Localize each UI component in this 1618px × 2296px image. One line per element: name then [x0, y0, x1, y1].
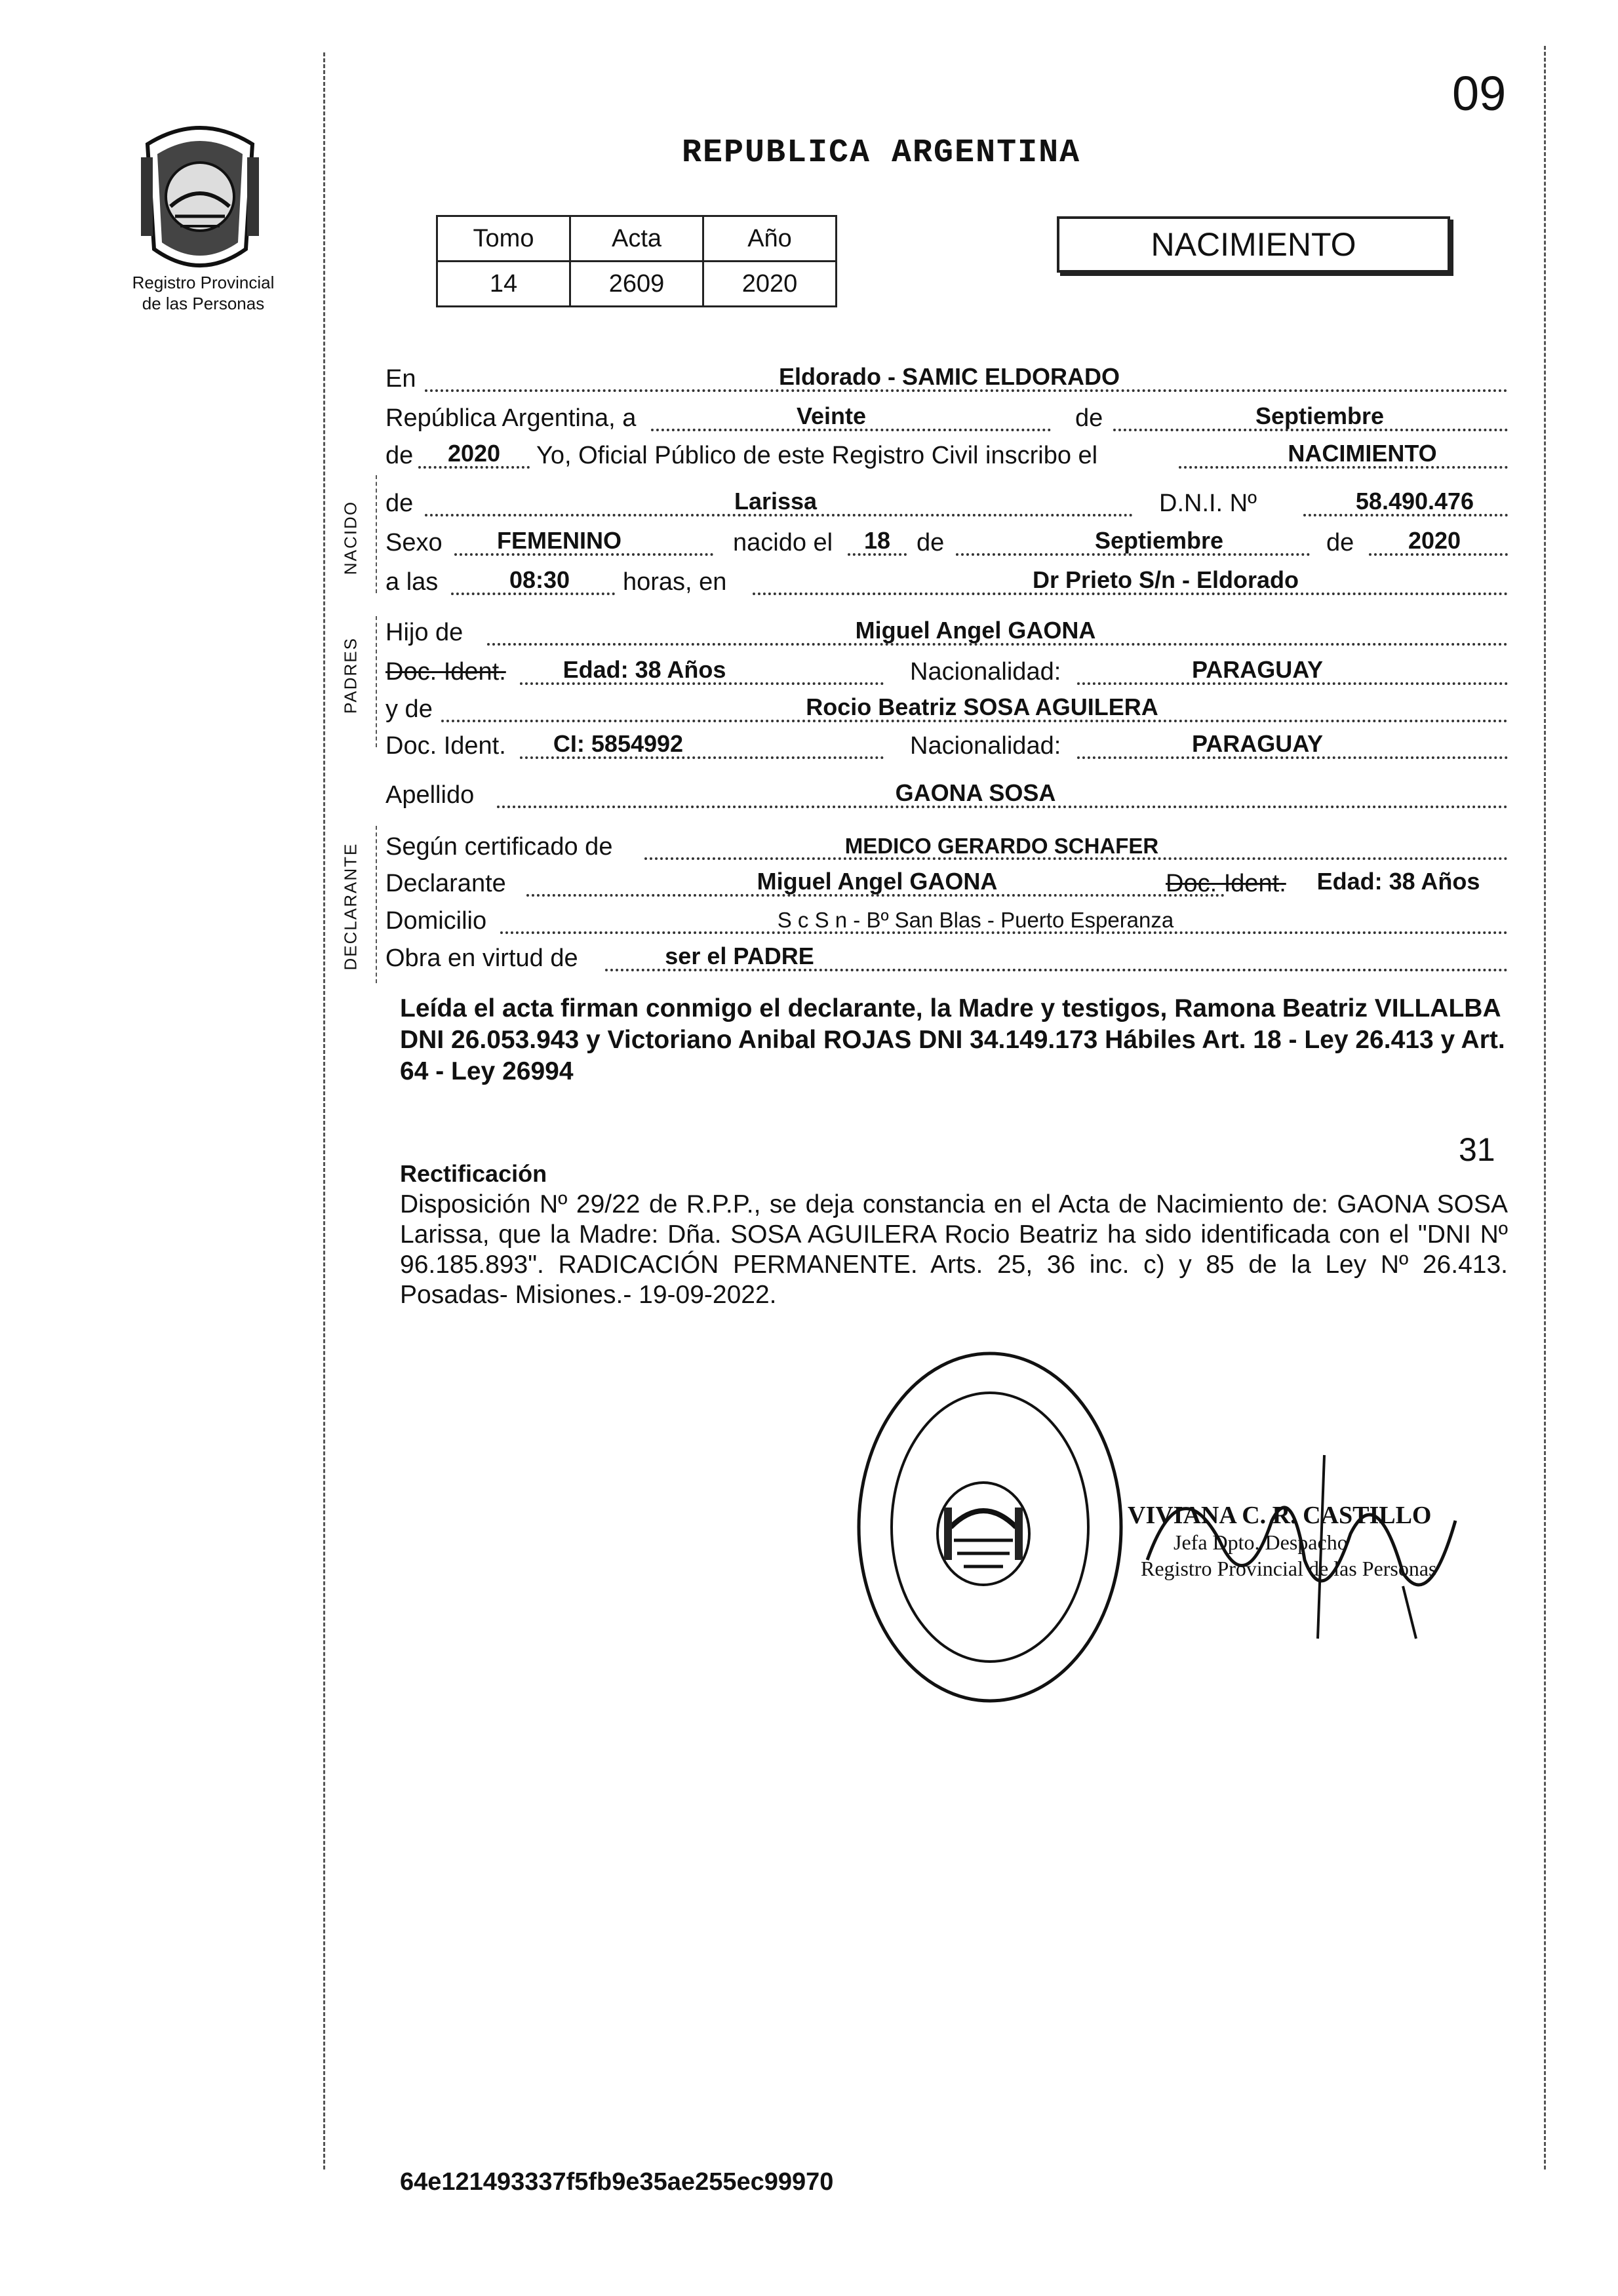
- dni-label: D.N.I. Nº: [1159, 490, 1257, 517]
- signatory-office: Registro Provincial de las Personas: [1141, 1557, 1437, 1580]
- en-label: En: [385, 365, 416, 393]
- declarante-label: Declarante: [385, 870, 506, 897]
- declarante-bracket: [376, 826, 377, 983]
- dia-value: Veinte: [796, 402, 867, 429]
- leida-paragraph: Leída el acta firman conmigo el declarante, la Madre y testigos, Ramona Beatriz VILLALBA DNI 26.053.943 y Victoriano Anibal ROJAS DNI 34.149.173 Hábiles Art. 18 - Ley 26.413 y Art. 64 - Ley 26994: [400, 994, 1505, 1085]
- apellido-value: GAONA SOSA: [895, 779, 1056, 806]
- declarante-value: Miguel Angel GAONA: [757, 868, 998, 895]
- field-row-en: [385, 359, 1508, 400]
- madre-nacionalidad-value: PARAGUAY: [1191, 730, 1324, 757]
- logo-caption: [98, 272, 308, 314]
- left-binding-line: [323, 52, 325, 2170]
- tomo-header: Tomo: [437, 216, 570, 262]
- apellido-label: Apellido: [385, 781, 475, 809]
- field-row-padre-doc: [385, 652, 1508, 693]
- field-row-hijo: [385, 613, 1508, 653]
- rectificacion-title: Rectificación: [400, 1160, 547, 1187]
- field-row-certificado: [385, 827, 1508, 868]
- doc-ident-label: Doc. Ident.: [385, 732, 506, 760]
- madre-value: Rocio Beatriz SOSA AGUILERA: [806, 693, 1158, 720]
- domicilio-value: S c S n - Bº San Blas - Puerto Esperanza: [777, 908, 1174, 932]
- field-row-obra: [385, 939, 1508, 979]
- de3-label: de: [917, 529, 945, 556]
- madre-doc-value: CI: 5854992: [553, 730, 684, 757]
- rectificacion-number: 31: [1459, 1131, 1495, 1168]
- anio-value: 2020: [703, 262, 837, 307]
- nacido-anio-value: 2020: [1408, 527, 1461, 554]
- nacionalidad2-label: Nacionalidad:: [910, 732, 1061, 760]
- field-row-nombre: [385, 484, 1508, 524]
- horas-en-label: horas, en: [623, 568, 727, 596]
- nacionalidad-label: Nacionalidad:: [910, 658, 1061, 686]
- sexo-value: FEMENINO: [496, 527, 622, 554]
- de2-label: de: [385, 442, 414, 469]
- tomo-value: 14: [437, 262, 570, 307]
- field-row-madre: [385, 690, 1508, 730]
- certificado-label: Según certificado de: [385, 833, 613, 861]
- dni-value: 58.490.476: [1355, 488, 1474, 515]
- padre-doc-struck: Doc. Ident.: [385, 658, 506, 686]
- republica-label: República Argentina, a: [385, 404, 637, 432]
- lugar-value: Dr Prieto S/n - Eldorado: [1032, 566, 1299, 593]
- domicilio-label: Domicilio: [385, 907, 487, 935]
- field-row-republica: [385, 399, 1508, 439]
- document-title: REPUBLICA ARGENTINA: [682, 134, 1081, 172]
- side-label-padres: PADRES: [340, 637, 361, 714]
- anio-header: Año: [703, 216, 837, 262]
- field-row-hora: [385, 562, 1508, 603]
- acta-reference-table: [436, 215, 837, 307]
- obra-value: ser el PADRE: [665, 943, 814, 969]
- alas-label: a las: [385, 568, 439, 596]
- hora-value: 08:30: [509, 566, 570, 593]
- signatory-title: Jefa Dpto. Despacho: [1174, 1530, 1348, 1554]
- oficial-text: Yo, Oficial Público de este Registro Civil inscribo el: [536, 442, 1098, 469]
- official-seal-stamp: [846, 1344, 1134, 1711]
- padre-edad-value: Edad: 38 Años: [562, 656, 726, 683]
- nacido-mes-value: Septiembre: [1094, 527, 1224, 554]
- side-label-nacido: NACIDO: [340, 500, 361, 575]
- padres-bracket: [376, 616, 377, 747]
- page-number: 09: [1452, 66, 1507, 121]
- field-row-domicilio: [385, 901, 1508, 942]
- mes-value: Septiembre: [1255, 402, 1385, 429]
- field-row-madre-doc: [385, 726, 1508, 767]
- nombre-label: de: [385, 490, 414, 517]
- certificado-value: MEDICO GERARDO SCHAFER: [844, 834, 1159, 858]
- declarante-doc-struck: Doc. Ident.: [1166, 870, 1286, 897]
- field-row-inscribo: [385, 436, 1508, 477]
- de-label: de: [1075, 404, 1103, 432]
- en-value: Eldorado - SAMIC ELDORADO: [779, 363, 1120, 390]
- province-emblem-logo: [128, 118, 272, 275]
- field-row-apellido: [385, 775, 1508, 816]
- inscribo-value: NACIMIENTO: [1288, 440, 1437, 467]
- nacido-dia-value: 18: [863, 527, 891, 554]
- padre-value: Miguel Angel GAONA: [855, 617, 1096, 644]
- hijo-label: Hijo de: [385, 619, 464, 646]
- acta-value: 2609: [570, 262, 703, 307]
- nacido-bracket: [376, 475, 377, 593]
- side-label-declarante: DECLARANTE: [340, 842, 361, 971]
- logo-caption-line1: Registro Provincial: [132, 273, 275, 292]
- document-hash: 64e121493337f5fb9e35ae255ec99970: [400, 2168, 834, 2196]
- right-binding-line: [1544, 46, 1546, 2170]
- padre-nacionalidad-value: PARAGUAY: [1191, 656, 1324, 683]
- yde-label: y de: [385, 695, 433, 723]
- declarante-edad-value: Edad: 38 Años: [1316, 868, 1480, 895]
- obra-label: Obra en virtud de: [385, 944, 578, 972]
- logo-caption-line2: de las Personas: [142, 294, 265, 313]
- sexo-label: Sexo: [385, 529, 443, 556]
- nombre-value: Larissa: [734, 488, 818, 515]
- signatory-name: VIVIANA C. R. CASTILLO: [1128, 1502, 1432, 1529]
- rectificacion-body: Disposición Nº 29/22 de R.P.P., se deja constancia en el Acta de Nacimiento de: GAONA SOSA Larissa, que la Madre: Dña. SOSA AGUILERA Rocio Beatriz ha sido identificada con el "DNI Nº 96.185.893". RADICACIÓN PERMANENTE. Arts. 25, 36 inc. c) y 85 de la Ley Nº 26.413. Posadas- Misiones.- 19-09-2022.: [400, 1190, 1508, 1309]
- field-row-declarante: [385, 864, 1508, 905]
- field-row-sexo: [385, 523, 1508, 564]
- nacido-label: nacido el: [733, 529, 833, 556]
- acta-header: Acta: [570, 216, 703, 262]
- anio-value: 2020: [447, 440, 501, 467]
- de4-label: de: [1326, 529, 1354, 556]
- nacimiento-box: NACIMIENTO: [1057, 216, 1450, 273]
